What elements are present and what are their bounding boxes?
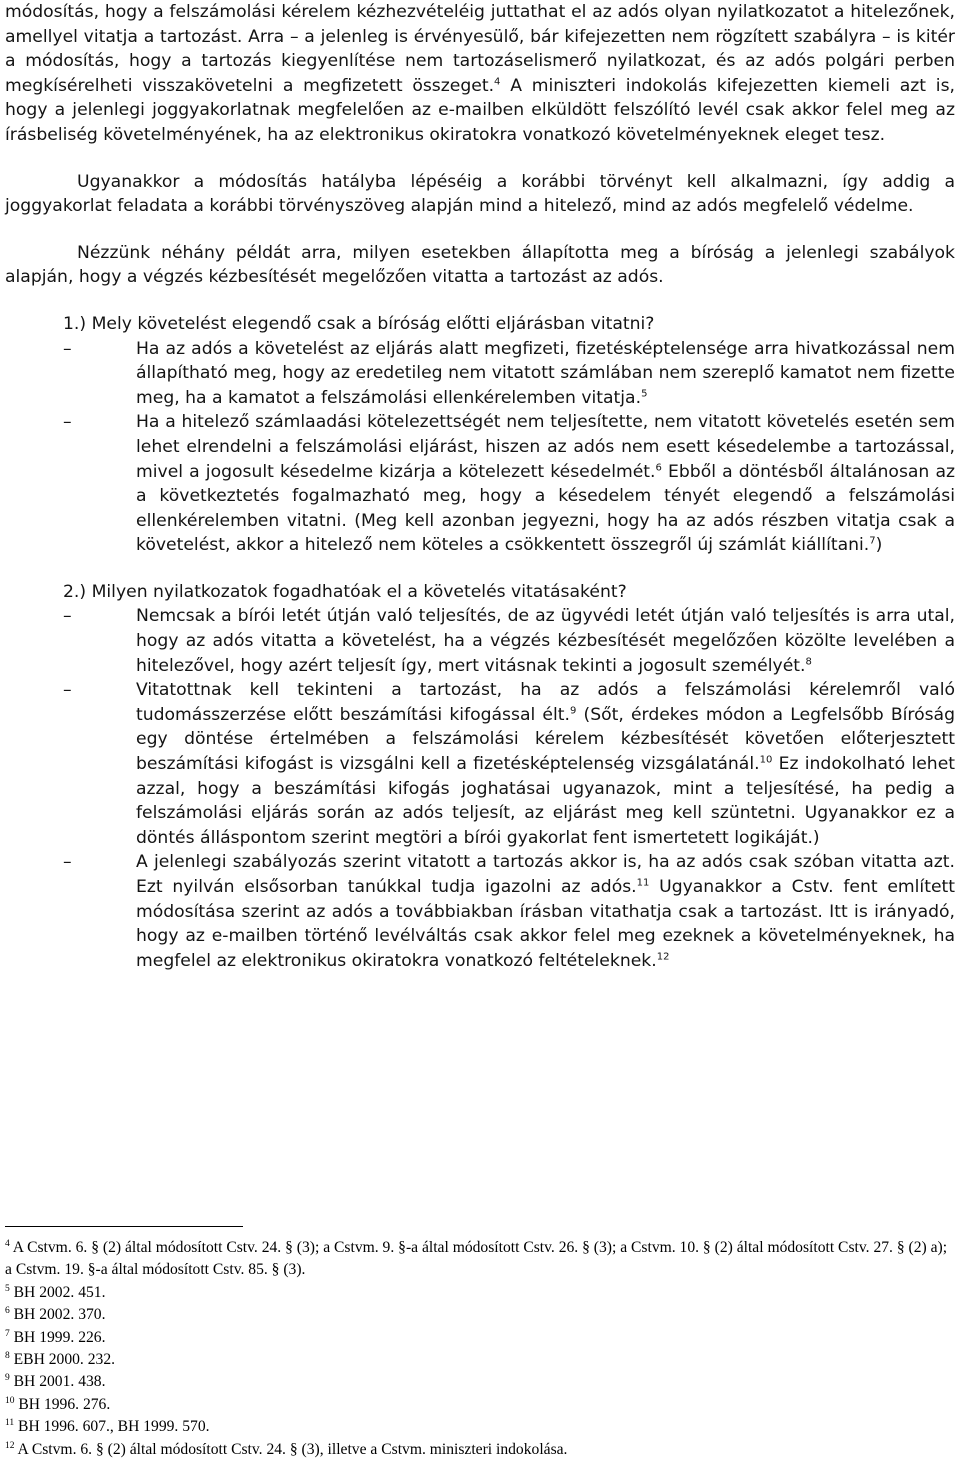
- list-item-text-b: Ebből a döntésből általánosan az a következtetés fogalmazható meg, hogy a késedelem tényét elegendő a felszámolási ellenkérelemben vitatni. (Meg kell azonban jegyezni, hogy ha az adós részben vitatja csak a követelést, akkor a hitelező nem köteles a csökkentett összegről új számlát kiállítani.: [136, 461, 956, 556]
- footnote-text: EBH 2000. 232.: [9, 1351, 116, 1369]
- section-1-heading: 1.) Mely követelést elegendő csak a bíróság előtti eljárásban vitatni?: [63, 313, 655, 334]
- paragraph-1-tail: A miniszteri indokolás kifejezetten kiemeli azt is, hogy a jelenlegi joggyakorlatnak megfelelően az e-mailben elküldött felszólító levél csak akkor felel meg az írásbeliség követelményének, ha az elektronikus okiratokra vonatkozó követelményeknek eleget tesz.: [5, 75, 956, 145]
- footnote-number: 4: [5, 1238, 10, 1249]
- paragraph-2: Ugyanakkor a módosítás hatályba lépéséig a korábbi törvényt kell alkalmazni, így addig a joggyakorlat feladata a korábbi törvényszöveg alapján mind a hitelező, mind az adós megfelelő védelme.: [5, 171, 955, 217]
- footnote-ref[interactable]: 7: [869, 535, 876, 547]
- paragraph-3: Nézzünk néhány példát arra, milyen esetekben állapította meg a bíróság a jelenlegi szabályok alapján, hogy a végzés kézbesítését megelőzően vitatta a tartozást az adós.: [5, 242, 955, 288]
- footnote: [5, 1349, 955, 1371]
- footnote-number: 12: [5, 1440, 15, 1451]
- list-item-text: [136, 410, 955, 558]
- footnote-number: 8: [5, 1350, 10, 1361]
- footnote-ref[interactable]: 12: [656, 951, 670, 963]
- list-item-text: [136, 337, 955, 411]
- footnote: [5, 1327, 955, 1349]
- footnote-number: 7: [5, 1328, 10, 1339]
- list-item-text: [136, 604, 955, 678]
- paragraph-1-text: módosítás, hogy a felszámolási kérelem kézhezvételéig juttathat el az adós olyan nyilatkozatot a hitelezőnek, amellyel vitatja a tartozást. Arra – a jelenleg is érvényesülő, bár kifejezetten nem rögzített szabályra – is kitér a módosítás, hogy a tartozás kiegyenlítése nem tartozáselismerő nyilatkozat, és az adós polgári perben megkísérelheti visszakövetelni a megfizetett összeget.: [5, 2, 955, 96]
- list-dash: –: [63, 680, 72, 701]
- list-item-text: [136, 678, 955, 850]
- list-item-text-a: Ha az adós a követelést az eljárás alatt megfizeti, fizetésképtelensége arra hivatkozással nem állapítható meg, hogy az eredetileg nem vitatott számlában nem szereplő kamatot nem fizette meg, ha a kamatot a felszámolási ellenkérelemben vitatja.: [136, 338, 955, 408]
- footnote-ref[interactable]: 10: [759, 754, 773, 766]
- list-item-text-b: Ugyanakkor a Cstv. fent említett módosítása szerint az adós a továbbiakban írásban vitathatja csak a tartozást. Itt is irányadó, hogy az e-mailben történő levélváltás csak akkor felel meg ezeknek a követelményeknek, ha megfelel az elektronikus okiratokra vonatkozó feltételeknek.: [136, 877, 955, 971]
- list-dash: –: [63, 338, 72, 359]
- list-dash: –: [63, 606, 72, 627]
- document-page: [5, 0, 955, 973]
- paragraph-1: [5, 0, 955, 148]
- list-item-text-a: Nemcsak a bírói letét útján való teljesítés, de az ügyvédi letét útján való teljesítés is arra utal, hogy az adós vitatta a követelést, ha a végzés kézbesítését megelőzően közölte levelében a hitelezővel, hogy azért teljesít így, mert vitásnak tekinti a jogosult személyét.: [136, 606, 955, 676]
- footnote-text: A Cstvm. 6. § (2) által módosított Cstv. 24. § (3), illetve a Cstvm. miniszteri indokolása.: [14, 1440, 568, 1458]
- footnote: [5, 1237, 955, 1282]
- list-item: [5, 678, 955, 850]
- footnote: [5, 1394, 955, 1416]
- list-item-text-a: Vitatottnak kell tekinteni a tartozást, ha az adós a felszámolási kérelemről való tudomásszerzése előtt beszámítási kifogással élt.: [136, 680, 955, 725]
- list-item-text-c: ): [875, 535, 883, 556]
- list-item-text-c: Ez indokolható lehet azzal, hogy a beszámítási kifogás joghatásai ugyanazok, mint a teljesítésé, ha pedig a felszámolási eljárás során az adós teljesít, az eljárást meg kell szüntetni. Ugyanakkor ez a döntés álláspontom szerint megtöri a bírói gyakorlat fent ismertetett logikáját.): [136, 754, 956, 848]
- footnote: [5, 1304, 955, 1326]
- footnote-ref[interactable]: 9: [569, 705, 577, 717]
- footnote-number: 10: [5, 1395, 15, 1406]
- footnote-number: 5: [5, 1283, 10, 1294]
- list-item: [5, 850, 955, 973]
- footnotes: [5, 1237, 955, 1461]
- footnote-text: BH 2001. 438.: [9, 1373, 106, 1391]
- list-item: [5, 604, 955, 678]
- list-item-text-a: Ha a hitelező számlaadási kötelezettségét nem teljesítette, nem vitatott követelés esetén sem lehet elrendelni a felszámolási eljárást, hiszen az adós nem esett késedelembe a tartozással, mivel a jogosult késedelme kizárja a kötelezett késedelmét.: [136, 412, 955, 482]
- footnote: [5, 1416, 955, 1438]
- footnote-number: 11: [5, 1418, 15, 1429]
- footnote-number: 6: [5, 1306, 10, 1317]
- footnote-text: BH 1996. 276.: [14, 1395, 111, 1413]
- footnote-text: BH 2002. 451.: [9, 1283, 106, 1301]
- footnote: [5, 1439, 955, 1461]
- footnote-text: BH 1999. 226.: [9, 1328, 106, 1346]
- footnote-ref[interactable]: 8: [805, 655, 812, 667]
- list-item: [5, 337, 955, 411]
- list-item-text-b: (Sőt, érdekes módon a Legfelsőbb Bíróság egy döntése értelmében a felszámolási kérelem kézbesítését követően előterjesztett beszámítási kifogást is vizsgálni kell a fizetésképtelenség vizsgálatánál.: [136, 704, 955, 775]
- footnote-ref[interactable]: 11: [636, 877, 650, 889]
- footnote-separator: [5, 1226, 243, 1227]
- section-1-list: [5, 337, 955, 558]
- footnote: [5, 1282, 955, 1304]
- footnote: [5, 1371, 955, 1393]
- section-2-heading: 2.) Milyen nyilatkozatok fogadhatóak el a követelés vitatásaként?: [63, 581, 627, 602]
- list-dash: –: [63, 412, 72, 433]
- list-item-text-a: A jelenlegi szabályozás szerint vitatott a tartozás akkor is, ha az adós csak szóban vitatta azt. Ezt nyilván elsősorban tanúkkal tudja igazolni az adós.: [136, 852, 955, 897]
- footnote-number: 9: [5, 1373, 10, 1384]
- footnote-text: BH 2002. 370.: [9, 1306, 106, 1324]
- section-2-list: [5, 604, 955, 973]
- footnote-text: A Cstvm. 6. § (2) által módosított Cstv. 24. § (3); a Cstvm. 9. §-a által módosított Cstv. 26. § (3); a Cstvm. 10. § (2) által módosított Cstv. 27. § (2) a); a Cstvm. 19. §-a által módosított Cstv. 85. § (3).: [5, 1239, 948, 1279]
- footnote-ref[interactable]: 4: [494, 76, 501, 88]
- footnote-text: BH 1996. 607., BH 1999. 570.: [14, 1418, 210, 1436]
- footnote-ref[interactable]: 6: [655, 461, 662, 473]
- footnote-ref[interactable]: 5: [641, 387, 648, 399]
- list-item-text: [136, 850, 955, 973]
- list-dash: –: [63, 852, 72, 873]
- list-item: [5, 410, 955, 558]
